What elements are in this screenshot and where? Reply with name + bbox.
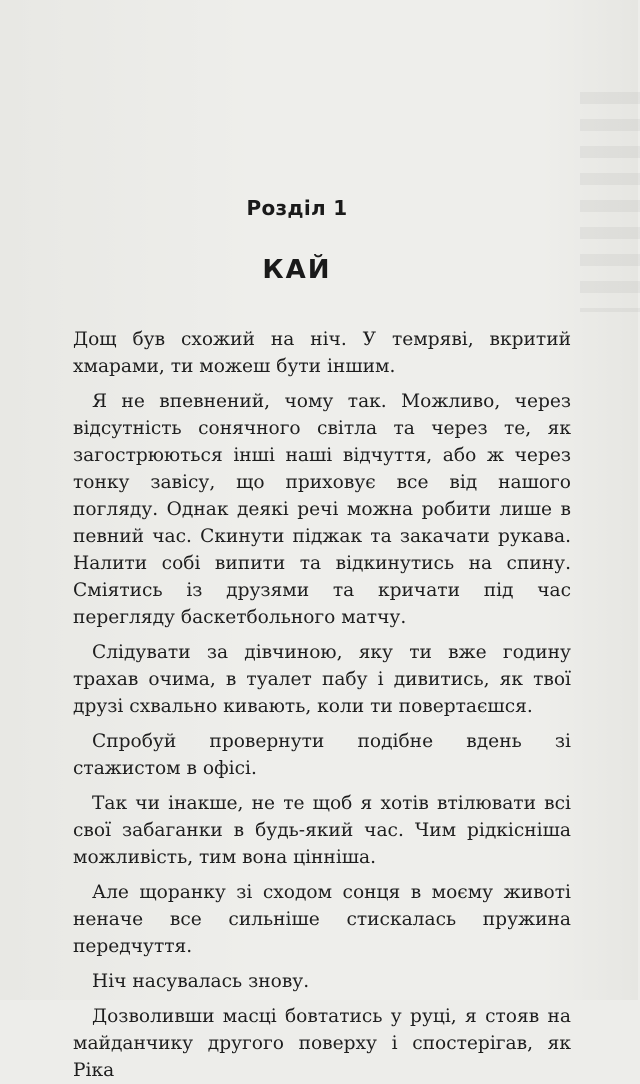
paragraph: Спробуй провернути подібне вдень зі стажистом в офісі. bbox=[73, 731, 571, 779]
paragraph: Я не впевнений, чому так. Можливо, через відсутність сонячного світла та через те, як загострюються інші наші відчуття, або ж через тонку завісу, що приховує все від нашого погляду. Однак деякі речі можна робити лише в певний час. Скинути піджак та закачати рукава. Налити собі випити та відкинутись на спину. Сміятись із друзями та кричати під час перегляду баскетбольного матчу. bbox=[73, 391, 571, 628]
paragraph: Але щоранку зі сходом сонця в моєму животі неначе все сильніше стискалась пружина передчуття. bbox=[73, 882, 571, 957]
chapter-number: Розділ 1 bbox=[246, 196, 348, 220]
paragraph: Так чи інакше, не те щоб я хотів втілювати всі свої забаганки в будь-який час. Чим рідкісніша можливість, тим вона цінніша. bbox=[73, 793, 571, 868]
paragraph: Дощ був схожий на ніч. У темряві, вкритий хмарами, ти можеш бути іншим. bbox=[73, 329, 571, 377]
paragraph: Дозволивши масці бовтатись у руці, я стояв на майданчику другого поверху і спостерігав, як Ріка bbox=[73, 1006, 571, 1081]
chapter-title: КАЙ bbox=[262, 255, 332, 285]
paragraph: Ніч насувалась знову. bbox=[92, 971, 310, 992]
paragraph: Слідувати за дівчиною, яку ти вже годину трахав очима, в туалет пабу і дивитись, як твої друзі схвально кивають, коли ти повертаєшся. bbox=[73, 642, 571, 717]
chapter-body bbox=[73, 326, 571, 1084]
